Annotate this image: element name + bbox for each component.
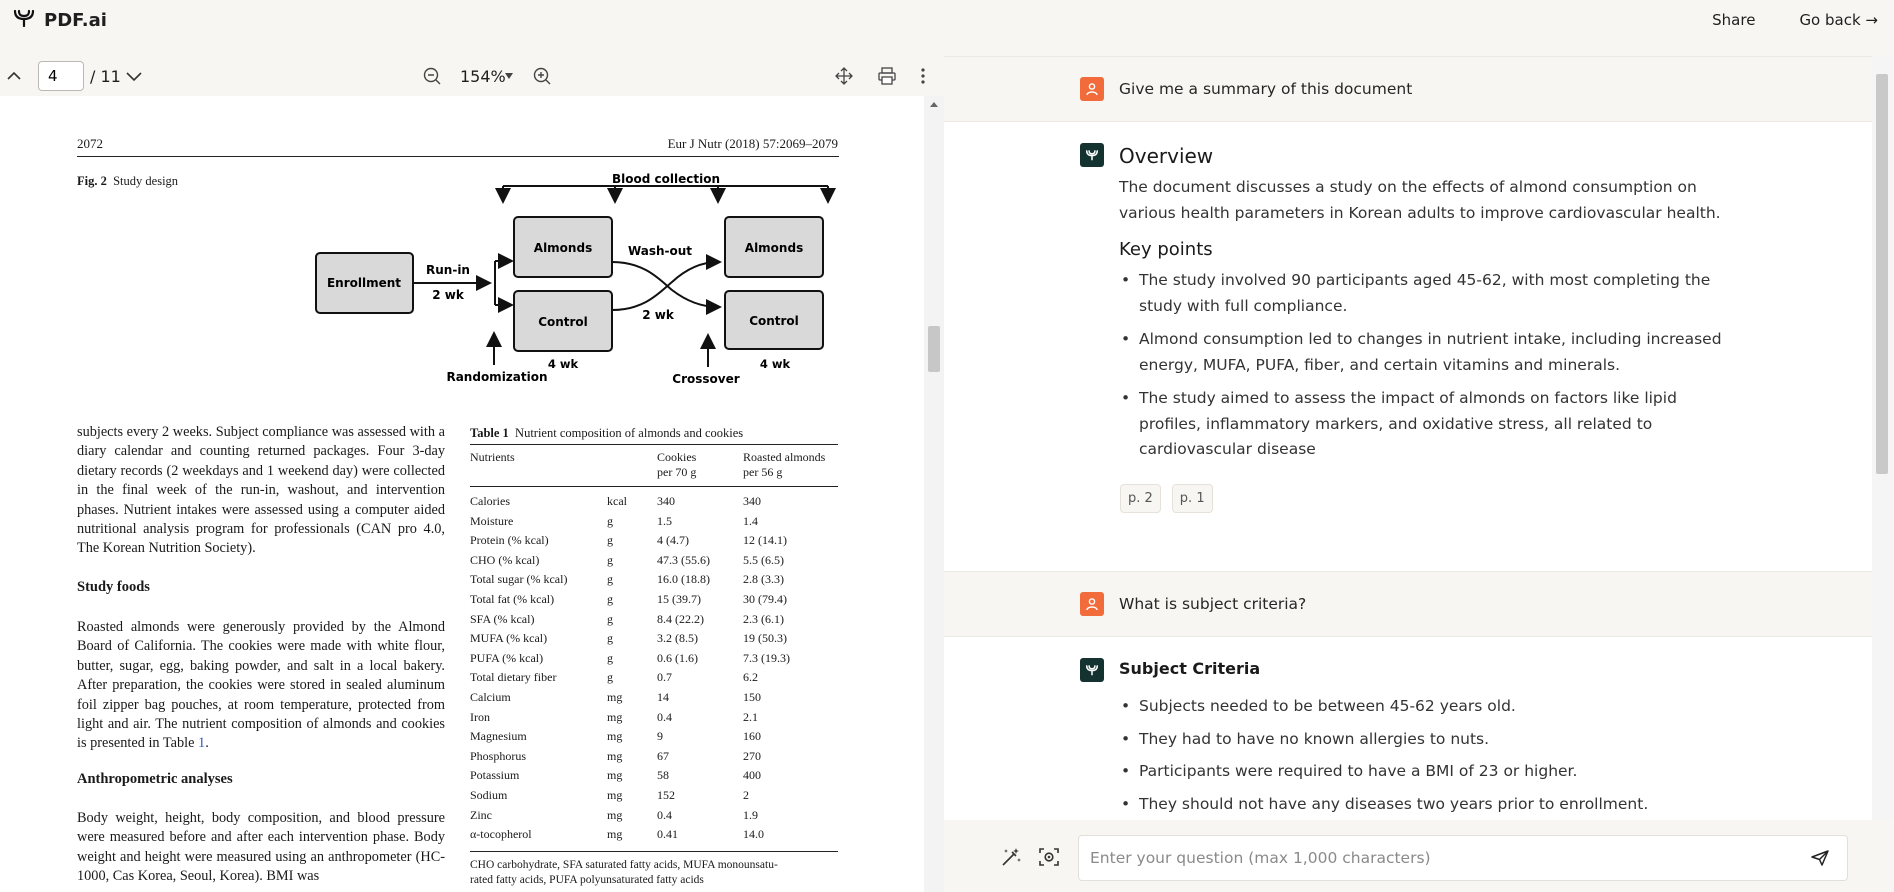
almonds-value: 7.3 (19.3) bbox=[743, 650, 790, 665]
previous-page-icon[interactable] bbox=[6, 56, 22, 96]
pdf-toolbar bbox=[0, 56, 944, 96]
figure-title: Study design bbox=[113, 174, 179, 188]
user-message-1 bbox=[944, 56, 1872, 122]
zoom-in-icon[interactable] bbox=[532, 56, 552, 96]
table-row bbox=[470, 729, 838, 749]
chat-composer bbox=[944, 820, 1894, 892]
nutrient-unit: g bbox=[607, 533, 613, 548]
randomization-label: Randomization bbox=[446, 370, 548, 384]
page-number: 2072 bbox=[77, 136, 103, 151]
cookies-value: 0.6 (1.6) bbox=[657, 650, 698, 665]
nutrient-unit: g bbox=[607, 591, 613, 606]
nutrient-name: Iron bbox=[470, 709, 490, 724]
key-point: • Almond consumption led to changes in nutrient intake, including increased energy, MUFA, PUFA, fiber, and certain vitamins and minerals. bbox=[1119, 327, 1739, 378]
blood-collection-label: Blood collection bbox=[612, 172, 720, 186]
answer-title: Overview bbox=[1119, 144, 1214, 168]
nutrient-name: Potassium bbox=[470, 768, 520, 783]
user-message-2 bbox=[944, 571, 1872, 637]
run-in-weeks: 2 wk bbox=[432, 288, 464, 302]
nutrient-name: Calcium bbox=[470, 689, 511, 704]
user-avatar-icon bbox=[1080, 592, 1104, 616]
table-row bbox=[470, 553, 838, 573]
nutrient-unit: g bbox=[607, 650, 613, 665]
table-row bbox=[470, 670, 838, 690]
nutrient-name: CHO (% kcal) bbox=[470, 552, 540, 567]
send-icon[interactable] bbox=[1810, 849, 1830, 871]
nutrient-name: Total sugar (% kcal) bbox=[470, 572, 568, 587]
table-row bbox=[470, 612, 838, 632]
cookies-header-line2: per 70 g bbox=[657, 465, 697, 479]
table-top-rule bbox=[470, 444, 838, 445]
almonds-value: 2.1 bbox=[743, 709, 758, 724]
almonds-value: 2 bbox=[743, 787, 749, 802]
table-footnote-line1: CHO carbohydrate, SFA saturated fatty acids, MUFA monounsatu- bbox=[470, 859, 778, 871]
assistant-avatar-icon bbox=[1080, 143, 1104, 167]
almonds-value: 400 bbox=[743, 768, 761, 783]
cookies-value: 67 bbox=[657, 748, 669, 763]
intervention-weeks-1: 4 wk bbox=[547, 357, 579, 371]
almonds-header-line1: Roasted almonds bbox=[743, 450, 826, 464]
cookies-value: 58 bbox=[657, 768, 669, 783]
table-row bbox=[470, 592, 838, 612]
brand[interactable] bbox=[12, 8, 107, 33]
enrollment-label: Enrollment bbox=[326, 276, 402, 290]
pdf-viewer bbox=[0, 56, 944, 892]
answer-title: Subject Criteria bbox=[1119, 659, 1261, 678]
table-row bbox=[470, 710, 838, 730]
nutrient-unit: mg bbox=[607, 807, 623, 822]
criteria-item: • They had to have no known allergies to nuts. bbox=[1119, 727, 1739, 753]
intervention-weeks-2: 4 wk bbox=[759, 357, 791, 371]
nutrient-unit: g bbox=[607, 572, 613, 587]
run-in-label: Run-in bbox=[426, 263, 470, 277]
zoom-out-icon[interactable] bbox=[422, 56, 442, 96]
chat-scrollbar-thumb[interactable] bbox=[1876, 74, 1888, 474]
cookies-value: 14 bbox=[657, 689, 669, 704]
nutrient-name: Total fat (% kcal) bbox=[470, 591, 555, 606]
cookies-value: 0.4 bbox=[657, 709, 672, 724]
cookies-value: 1.5 bbox=[657, 513, 672, 528]
chat-scrollbar[interactable] bbox=[1872, 56, 1894, 820]
journal-citation: Eur J Nutr (2018) 57:2069–2079 bbox=[667, 136, 838, 151]
cookies-value: 9 bbox=[657, 729, 663, 744]
almonds-value: 160 bbox=[743, 729, 761, 744]
zoom-dropdown-icon[interactable] bbox=[504, 56, 514, 96]
question-input[interactable] bbox=[1078, 835, 1848, 881]
table-row bbox=[470, 572, 838, 592]
nutrient-name: α-tocopherol bbox=[470, 827, 532, 842]
table-bottom-rule bbox=[470, 851, 838, 852]
almonds-header-line2: per 56 g bbox=[743, 465, 783, 479]
assistant-avatar-icon bbox=[1080, 658, 1104, 682]
almonds-value: 14.0 bbox=[743, 827, 764, 842]
zoom-level[interactable]: 154% bbox=[460, 66, 506, 86]
key-points-title: Key points bbox=[1119, 239, 1213, 260]
paragraph-compliance: subjects every 2 weeks. Subject compliance was assessed with a diary calendar and counting returned packages. Four 3-day dietary records (2 weekdays and 1 weekend day) were collected in the final week of the run-in, washout, and intervention phases. Nutrient intakes were assessed using a computer aided nutritional analysis program for professionals (CAN pro 4.0, The Korean Nutrition Society). bbox=[77, 424, 445, 557]
screenshot-capture-icon[interactable] bbox=[1038, 846, 1060, 872]
criteria-item: • They should not have any diseases two years prior to enrollment. bbox=[1119, 792, 1739, 818]
pdf-scrollbar[interactable] bbox=[924, 96, 944, 892]
cookies-value: 340 bbox=[657, 494, 675, 508]
nutrient-unit: mg bbox=[607, 787, 623, 802]
nutrient-unit: g bbox=[607, 670, 613, 685]
cookies-value: 47.3 (55.6) bbox=[657, 552, 710, 567]
key-point: • The study aimed to assess the impact of almonds on factors like lipid profiles, inflammatory markers, and oxidative stress, all related to cardiovascular disease bbox=[1119, 386, 1739, 463]
cookies-value: 16.0 (18.8) bbox=[657, 572, 710, 587]
nutrient-name: PUFA (% kcal) bbox=[470, 650, 544, 665]
nutrient-unit: mg bbox=[607, 768, 623, 783]
nutrient-unit: mg bbox=[607, 709, 623, 724]
table-row bbox=[470, 514, 838, 534]
cookies-value: 152 bbox=[657, 787, 675, 802]
almonds-value: 12 (14.1) bbox=[743, 533, 787, 548]
almonds-label-1: Almonds bbox=[533, 241, 593, 255]
table-footnote-line2: rated fatty acids, PUFA polyunsaturated fatty acids bbox=[470, 874, 704, 886]
control-label-1: Control bbox=[538, 315, 588, 329]
nutrient-name: Magnesium bbox=[470, 729, 527, 744]
table-caption bbox=[470, 426, 743, 441]
table-header-rule bbox=[470, 486, 838, 487]
almonds-value: 340 bbox=[743, 494, 761, 508]
wash-out-label: Wash-out bbox=[627, 244, 693, 258]
table-header-almonds bbox=[743, 450, 825, 480]
table-row bbox=[470, 768, 838, 788]
cookies-header-line1: Cookies bbox=[657, 450, 697, 464]
print-icon[interactable] bbox=[877, 56, 897, 96]
almonds-value: 5.5 (6.5) bbox=[743, 552, 784, 567]
table-row bbox=[470, 808, 838, 828]
almonds-value: 270 bbox=[743, 748, 761, 763]
nutrient-name: Moisture bbox=[470, 513, 514, 528]
pdf-scrollbar-thumb[interactable] bbox=[928, 326, 940, 372]
user-message-text: What is subject criteria? bbox=[1119, 595, 1307, 613]
criteria-list bbox=[1119, 694, 1739, 817]
criteria-item: • Subjects needed to be between 45-62 years old. bbox=[1119, 694, 1739, 720]
table-row bbox=[470, 494, 838, 514]
app-name: PDF.ai bbox=[44, 9, 107, 31]
answer-intro: The document discusses a study on the effects of almond consumption on various health parameters in Korean adults to improve cardiovascular health. bbox=[1119, 178, 1721, 222]
user-avatar-icon bbox=[1080, 77, 1104, 101]
nutrient-unit: g bbox=[607, 631, 613, 646]
heading-anthropometric: Anthropometric analyses bbox=[77, 771, 233, 787]
table-label: Table 1 bbox=[470, 426, 509, 440]
nutrient-unit: mg bbox=[607, 689, 623, 704]
figure-caption bbox=[77, 174, 178, 189]
cookies-value: 3.2 (8.5) bbox=[657, 631, 698, 646]
assistant-answer-1 bbox=[1119, 144, 1739, 513]
page-reference-chip[interactable]: p. 1 bbox=[1172, 484, 1213, 513]
cookies-value: 0.7 bbox=[657, 670, 672, 685]
assistant-answer-2 bbox=[1119, 659, 1739, 817]
page-references bbox=[1120, 484, 1739, 513]
almonds-value: 30 (79.4) bbox=[743, 591, 787, 606]
cookies-value: 0.4 bbox=[657, 807, 672, 822]
nutrient-unit: g bbox=[607, 611, 613, 626]
paragraph-study-foods-end: . bbox=[205, 735, 209, 752]
page-number-input[interactable] bbox=[38, 61, 84, 91]
paragraph-anthropometric: Body weight, height, body composition, and blood pressure were measured before and after each intervention phase. Body weight and height were measured using an anthropometer (HC-1000, Cas Korea, Seoul, Korea). BMI was bbox=[77, 810, 445, 885]
criteria-item: • Participants were required to have a BMI of 23 or higher. bbox=[1119, 759, 1739, 785]
key-point: • The study involved 90 participants aged 45-62, with most completing the study with full compliance. bbox=[1119, 268, 1739, 319]
table-footnote bbox=[470, 858, 778, 888]
nutrient-table bbox=[470, 494, 838, 847]
page-reference-chip[interactable]: p. 2 bbox=[1120, 484, 1161, 513]
chat-panel bbox=[944, 56, 1894, 892]
nutrient-name: Protein (% kcal) bbox=[470, 533, 549, 548]
figure-label: Fig. 2 bbox=[77, 174, 107, 188]
almonds-value: 19 (50.3) bbox=[743, 631, 787, 646]
table-header-nutrients: Nutrients bbox=[470, 450, 515, 464]
almonds-value: 2.3 (6.1) bbox=[743, 611, 784, 626]
almonds-value: 2.8 (3.3) bbox=[743, 572, 784, 587]
table-row bbox=[470, 651, 838, 671]
wash-out-weeks: 2 wk bbox=[642, 308, 674, 322]
nutrient-unit: mg bbox=[607, 748, 623, 763]
magic-wand-icon[interactable] bbox=[1000, 846, 1022, 872]
table-header-cookies bbox=[657, 450, 696, 480]
table-row bbox=[470, 788, 838, 808]
user-message-text: Give me a summary of this document bbox=[1119, 80, 1413, 98]
crossover-label: Crossover bbox=[672, 372, 740, 386]
nutrient-name: MUFA (% kcal) bbox=[470, 631, 548, 646]
almonds-value: 150 bbox=[743, 689, 761, 704]
share-link[interactable]: Share bbox=[1712, 11, 1756, 29]
cookies-value: 15 (39.7) bbox=[657, 591, 701, 606]
almonds-value: 1.4 bbox=[743, 513, 758, 528]
key-points-list bbox=[1119, 268, 1739, 463]
pdf-page bbox=[0, 96, 912, 892]
nutrient-unit: mg bbox=[607, 827, 623, 842]
nutrient-unit: g bbox=[607, 513, 613, 528]
nutrient-unit: g bbox=[607, 552, 613, 567]
heading-study-foods: Study foods bbox=[77, 579, 150, 595]
nutrient-name: Total dietary fiber bbox=[470, 670, 557, 685]
cookies-value: 4 (4.7) bbox=[657, 533, 689, 548]
control-label-2: Control bbox=[749, 314, 799, 328]
paragraph-study-foods bbox=[77, 618, 445, 754]
nutrient-name: SFA (% kcal) bbox=[470, 611, 535, 626]
nutrient-name: Zinc bbox=[470, 807, 492, 822]
nutrient-unit: mg bbox=[607, 729, 623, 744]
nutrient-unit: kcal bbox=[607, 494, 627, 508]
nutrient-name: Phosphorus bbox=[470, 748, 527, 763]
study-design-diagram bbox=[300, 162, 850, 392]
table-row bbox=[470, 631, 838, 651]
go-back-link[interactable]: Go back → bbox=[1799, 11, 1878, 29]
cookies-value: 8.4 (22.2) bbox=[657, 611, 704, 626]
header-rule bbox=[77, 156, 839, 157]
table-row bbox=[470, 749, 838, 769]
pan-tool-icon[interactable] bbox=[834, 56, 854, 96]
nutrient-name: Sodium bbox=[470, 787, 508, 802]
more-options-icon[interactable] bbox=[920, 56, 926, 96]
pdfai-logo-icon bbox=[12, 8, 36, 33]
table-row bbox=[470, 690, 838, 710]
table-1-link[interactable]: 1 bbox=[198, 735, 206, 752]
almonds-value: 1.9 bbox=[743, 807, 758, 822]
scroll-up-icon[interactable] bbox=[929, 100, 939, 108]
pdf-page-view[interactable] bbox=[0, 96, 912, 892]
table-row bbox=[470, 827, 838, 847]
cookies-value: 0.41 bbox=[657, 827, 678, 842]
almonds-label-2: Almonds bbox=[744, 241, 804, 255]
table-row bbox=[470, 533, 838, 553]
top-bar bbox=[0, 0, 1894, 40]
almonds-value: 6.2 bbox=[743, 670, 758, 685]
nutrient-name: Calories bbox=[470, 494, 510, 508]
table-title: Nutrient composition of almonds and cookies bbox=[515, 426, 744, 440]
next-page-icon[interactable] bbox=[125, 56, 143, 96]
paragraph-study-foods-text: Roasted almonds were generously provided by the Almond Board of California. The cookies were made with white flour, butter, sugar, egg, baking powder, and salt in a local bakery. After preparation, the cookies were stored in sealed aluminum foil zipper bag pouches, at room temperature, protected from light and air. The nutrient composition of almonds and cookies is presented in Table bbox=[77, 619, 445, 752]
total-pages: / 11 bbox=[90, 66, 121, 86]
